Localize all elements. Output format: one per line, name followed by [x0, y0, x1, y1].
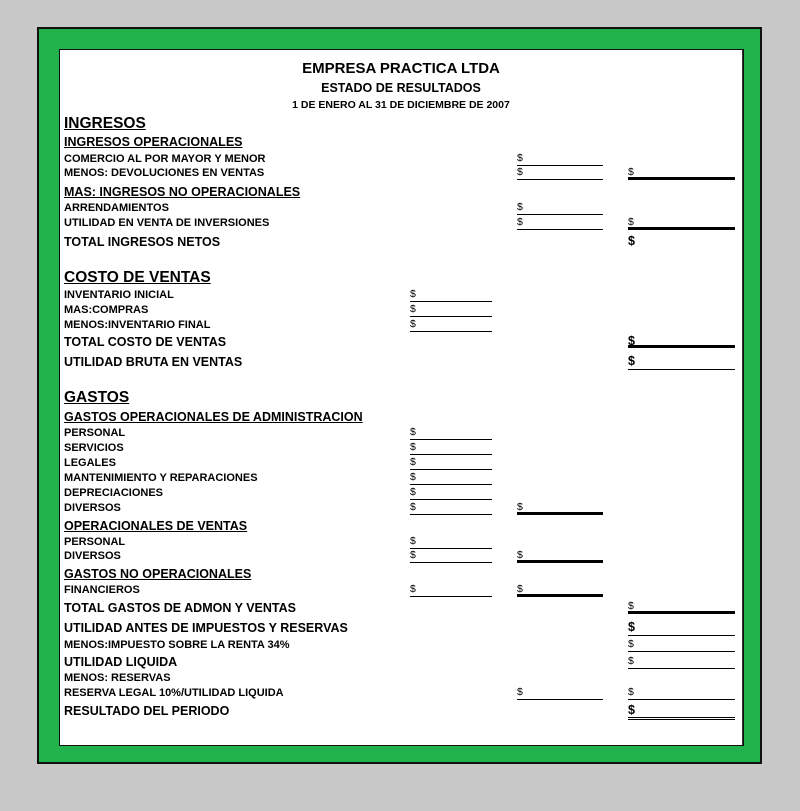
amount-total: $ — [628, 621, 735, 636]
amount-field: $ — [410, 536, 492, 549]
utilidad-liquida: UTILIDAD LIQUIDA — [64, 655, 178, 669]
line-diversos: DIVERSOS — [64, 502, 121, 514]
line-inventario-final: MENOS:INVENTARIO FINAL — [64, 319, 211, 331]
amount-subtotal: $ — [628, 167, 735, 180]
line-depreciaciones: DEPRECIACIONES — [64, 487, 164, 499]
amount-field: $ — [410, 304, 492, 317]
line-utilidad-inversiones: UTILIDAD EN VENTA DE INVERSIONES — [64, 217, 270, 229]
amount-field: $ — [410, 550, 492, 563]
statement-sheet — [59, 49, 744, 746]
line-mantenimiento: MANTENIMIENTO Y REPARACIONES — [64, 472, 258, 484]
amount-field: $ — [410, 472, 492, 485]
amount-field: $ — [628, 687, 735, 700]
line-reserva-legal: RESERVA LEGAL 10%/UTILIDAD LIQUIDA — [64, 687, 284, 699]
amount-field: $ — [410, 502, 492, 515]
amount-field: $ — [410, 584, 492, 597]
line-servicios: SERVICIOS — [64, 442, 124, 454]
amount-field: $ — [410, 427, 492, 440]
amount-field: $ — [628, 639, 735, 652]
amount-field: $ — [517, 153, 603, 166]
line-legales: LEGALES — [64, 457, 116, 469]
amount-subtotal: $ — [517, 502, 603, 515]
amount-total: $ — [628, 335, 735, 348]
subsection-operacionales-ventas: OPERACIONALES DE VENTAS — [64, 519, 248, 533]
line-comercio: COMERCIO AL POR MAYOR Y MENOR — [64, 153, 266, 165]
amount-field: $ — [410, 442, 492, 455]
line-personal: PERSONAL — [64, 427, 126, 439]
line-arrendamientos: ARRENDAMIENTOS — [64, 202, 169, 214]
line-ventas-diversos: DIVERSOS — [64, 550, 121, 562]
total-gastos: TOTAL GASTOS DE ADMON Y VENTAS — [64, 601, 296, 615]
amount-field: $ — [517, 202, 603, 215]
total-costo-ventas: TOTAL COSTO DE VENTAS — [64, 335, 227, 349]
statement-period: 1 DE ENERO AL 31 DE DICIEMBRE DE 2007 — [292, 99, 510, 111]
company-name: EMPRESA PRACTICA LTDA — [302, 60, 500, 77]
amount-field: $ — [410, 289, 492, 302]
line-impuesto: MENOS:IMPUESTO SOBRE LA RENTA 34% — [64, 639, 290, 651]
amount-subtotal: $ — [628, 217, 735, 230]
subsection-gastos-no-operacionales: GASTOS NO OPERACIONALES — [64, 567, 252, 581]
subsection-gastos-admin: GASTOS OPERACIONALES DE ADMINISTRACION — [64, 410, 363, 424]
line-compras: MAS:COMPRAS — [64, 304, 149, 316]
amount-total: $ — [628, 601, 735, 614]
line-ventas-personal: PERSONAL — [64, 536, 126, 548]
statement-title: ESTADO DE RESULTADOS — [321, 81, 481, 95]
amount-field: $ — [410, 319, 492, 332]
resultado-periodo: RESULTADO DEL PERIODO — [64, 704, 230, 718]
line-menos-reservas: MENOS: RESERVAS — [64, 672, 171, 684]
section-ingresos: INGRESOS — [64, 115, 146, 132]
line-financieros: FINANCIEROS — [64, 584, 140, 596]
amount-field: $ — [517, 217, 603, 230]
subsection-ingresos-no-operacionales: MAS: INGRESOS NO OPERACIONALES — [64, 185, 301, 199]
amount-field: $ — [517, 687, 603, 700]
section-gastos: GASTOS — [64, 389, 130, 406]
green-frame — [37, 27, 762, 764]
line-inventario-inicial: INVENTARIO INICIAL — [64, 289, 174, 301]
line-devoluciones: MENOS: DEVOLUCIONES EN VENTAS — [64, 167, 265, 179]
amount-field: $ — [628, 656, 735, 669]
amount-total: $ — [628, 355, 735, 370]
amount-subtotal: $ — [517, 584, 603, 597]
amount-field: $ — [410, 457, 492, 470]
amount-total: $ — [628, 704, 735, 720]
amount-field: $ — [517, 167, 603, 180]
utilidad-bruta: UTILIDAD BRUTA EN VENTAS — [64, 355, 243, 369]
total-ingresos-netos: TOTAL INGRESOS NETOS — [64, 235, 221, 249]
amount-total: $ — [628, 234, 635, 248]
utilidad-antes-impuestos: UTILIDAD ANTES DE IMPUESTOS Y RESERVAS — [64, 621, 348, 635]
subsection-ingresos-operacionales: INGRESOS OPERACIONALES — [64, 135, 243, 149]
amount-subtotal: $ — [517, 550, 603, 563]
amount-field: $ — [410, 487, 492, 500]
section-costo-ventas: COSTO DE VENTAS — [64, 269, 211, 286]
